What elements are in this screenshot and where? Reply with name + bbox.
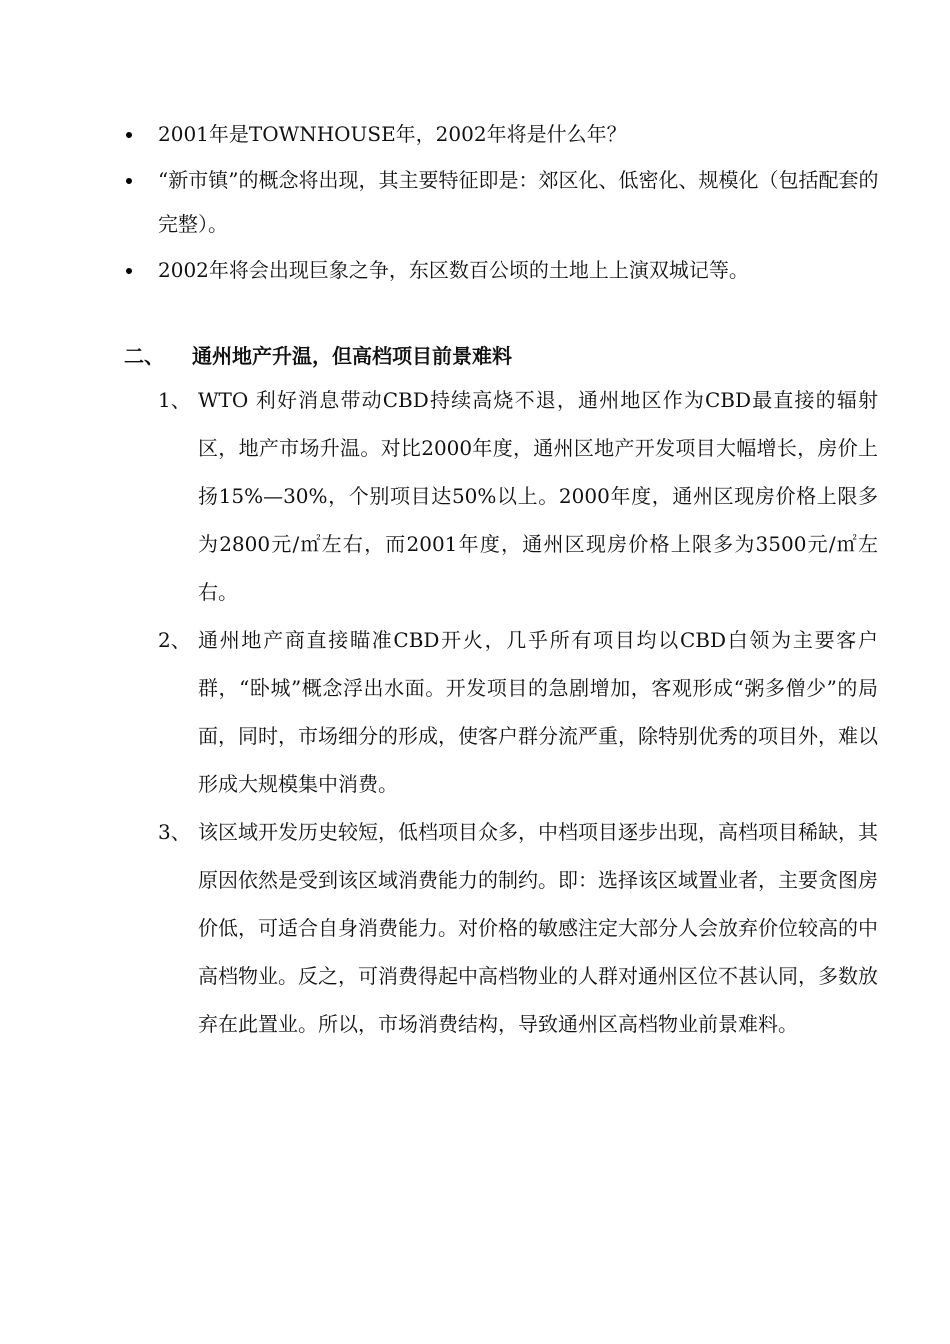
bullet-item bbox=[122, 112, 882, 156]
bullet-text: “新市镇”的概念将出现，其主要特征即是：郊区化、低密化、规模化（包括配套的完整）。 bbox=[158, 168, 879, 236]
bullet-dot-icon bbox=[126, 268, 132, 274]
bullet-text: 2002年将会出现巨象之争，东区数百公顷的土地上上演双城记等。 bbox=[158, 258, 749, 282]
item-text: 该区域开发历史较短，低档项目众多，中档项目逐步出现，高档项目稀缺，其原因依然是受到该区域消费能力的制约。即：选择该区域置业者，主要贪图房价低，可适合自身消费能力。对价格的敏感注定大部分人会放弃价位较高的中高档物业。反之，可消费得起中高档物业的人群对通州区位不甚认同，多数放弃在此置业。所以，市场消费结构，导致通州区高档物业前景难料。 bbox=[198, 820, 878, 1036]
bullet-list bbox=[122, 112, 882, 294]
numbered-item bbox=[158, 616, 878, 808]
item-text: 通州地产商直接瞄准CBD开火，几乎所有项目均以CBD白领为主要客户群，“卧城”概念浮出水面。开发项目的急剧增加，客观形成“粥多僧少”的局面，同时，市场细分的形成，使客户群分流严重，除特别优秀的项目外，难以形成大规模集中消费。 bbox=[198, 628, 878, 796]
bullet-dot-icon bbox=[126, 132, 132, 138]
section-heading bbox=[124, 336, 884, 376]
bullet-item bbox=[122, 248, 882, 292]
numbered-item bbox=[158, 376, 878, 616]
item-number: 1、 bbox=[158, 388, 191, 412]
bullet-dot-icon bbox=[126, 178, 132, 184]
item-text: WTO 利好消息带动CBD持续高烧不退，通州地区作为CBD最直接的辐射区，地产市场升温。对比2000年度，通州区地产开发项目大幅增长，房价上扬15%—30%，个别项目达50%以上。2000年度，通州区现房价格上限多为2800元/㎡左右，而2001年度，通州区现房价格上限多为3500元/㎡左右。 bbox=[198, 388, 878, 604]
section-number: 二、 bbox=[124, 344, 164, 368]
numbered-item bbox=[158, 808, 878, 1048]
section-title: 通州地产升温，但高档项目前景难料 bbox=[192, 344, 512, 368]
bullet-item bbox=[122, 158, 882, 246]
item-number: 2、 bbox=[158, 628, 191, 652]
bullet-text: 2001年是TOWNHOUSE年，2002年将是什么年？ bbox=[158, 122, 627, 146]
item-number: 3、 bbox=[158, 820, 191, 844]
numbered-list bbox=[158, 376, 878, 1048]
